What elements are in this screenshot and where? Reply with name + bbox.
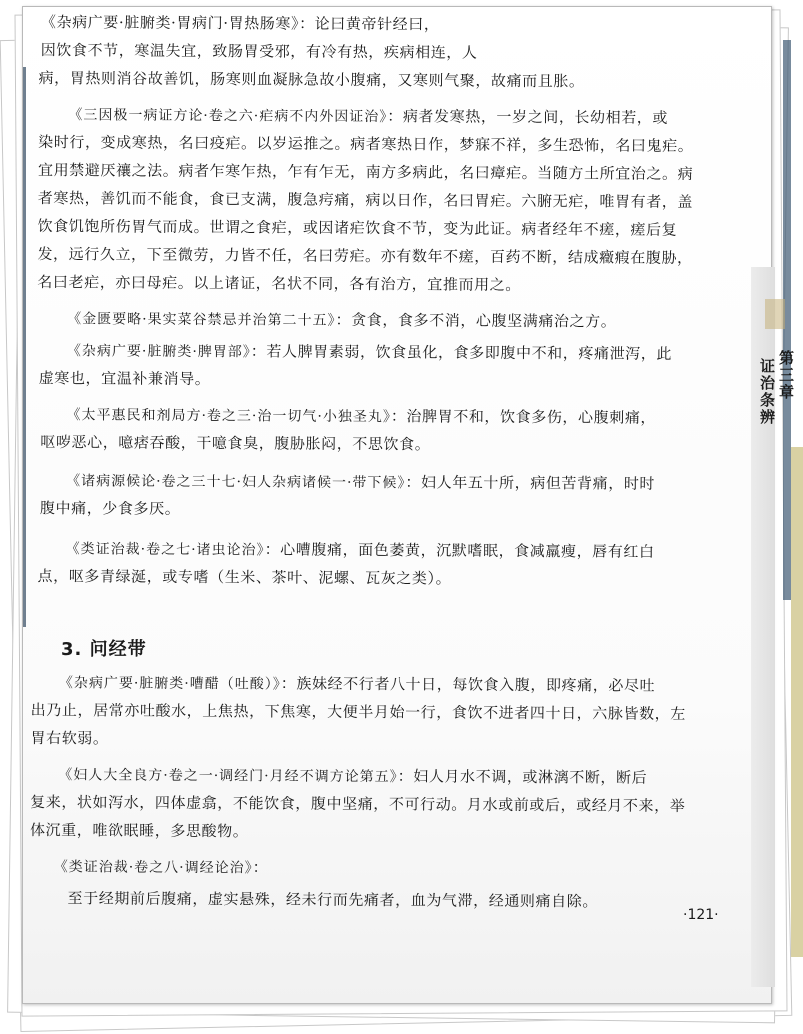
text-line: 体沉重，唯欲眠睡，多思酸物。	[29, 820, 249, 841]
text-line: 名曰老疟，亦曰母疟。以上诸证，名状不同，各有治方，宜推而用之。	[37, 272, 521, 294]
text-line: 病，胃热则消谷故善饥，肠寒则血凝脉急故小腹痛，又寒则气聚，故痛而且胀。	[38, 68, 585, 91]
text-line: 《杂病广要·脏腑类·脾胃部》：若人脾胃素弱，饮食虽化，食多即腹中不和，疼痛泄泻，此	[66, 342, 673, 363]
text-line: 《类证治裁·卷之八·调经论治》：	[53, 858, 269, 877]
text-line: 《杂病广要·脏腑类·胃病门·胃热肠寒》：论曰黄帝针经曰，	[40, 13, 440, 34]
text-line: 发，远行久立，下至微劳，力皆不任，名曰劳疟。亦有数年不瘥，百药不断，结成癥瘕在腹胁，	[37, 244, 693, 267]
text-line: 至于经期前后腹痛，虚实悬殊，经未行而先痛者，血为气滞，经通则痛自除。	[67, 889, 599, 911]
text-line: 《金匮要略·果实菜谷禁忌并治第二十五》：贪食，食多不消，心腹坚满痛治之方。	[67, 310, 617, 331]
book-page	[22, 6, 795, 1004]
binding-edge	[23, 67, 26, 627]
chapter-title: 证治条辨	[758, 358, 776, 426]
text-line: 胃右软弱。	[30, 728, 109, 748]
text-line: 出乃止，居常亦吐酸水，上焦热，下焦寒，大便半月始一行，食饮不进者四十日，六脉皆数，左	[30, 700, 686, 723]
page-number: ·121·	[683, 907, 719, 923]
page-edge-strip	[791, 447, 803, 957]
text-line: 《杂病广要·脏腑类·嘈醋（吐酸）》：族妹经不行者八十日，每饮食入腹，即疼痛，必尽吐	[58, 674, 656, 695]
text-line: 呕哕恶心，噫痞吞酸，干噫食臭，腹胁胀闷，不思饮食。	[40, 433, 431, 454]
text-line: 《类证治裁·卷之七·诸虫论治》：心嘈腹痛，面色萎黄，沉默嗜眠，食减羸瘦，唇有红白	[65, 540, 655, 561]
text-line: 者寒热，善饥而不能食，食已支满，腹急疞痛，病以日作，名曰胃疟。六腑无疟，唯胃有者，盖	[37, 188, 694, 211]
body-text	[37, 7, 751, 588]
text-line: 饮食饥饱所伤胃气而成。世谓之食疟，或因诸疟饮食不节，变为此证。病者经年不瘥，瘥后复	[37, 216, 678, 239]
text-line: 《诸病源候论·卷之三十七·妇人杂病诸候一·带下候》：妇人年五十所，病但苦背痛，时时	[66, 473, 656, 493]
section-heading: 3. 问经带	[61, 639, 147, 660]
text-line: 复来，状如泻水，四体虚翕，不能饮食，腹中坚痛，不可行动。月水或前或后，或经月不来，举	[30, 792, 686, 815]
chapter-number: 第三章	[777, 350, 795, 401]
text-line: 因饮食不节，寒温失宜，致肠胃受邪，有冷有热，疾病相连，人	[40, 41, 478, 62]
text-line: 《太平惠民和剂局方·卷之三·治一切气·小独圣丸》：治脾胃不和，饮食多伤，心腹刺痛，	[66, 407, 657, 427]
text-line: 《三因极一病证方论·卷之六·疟病不内外因证治》：病者发寒热，一岁之间，长幼相若，或	[68, 107, 669, 127]
text-line: 染时行，变成寒热，名曰疫疟。以岁运推之。病者寒热日作，梦寐不祥，多生恐怖，名曰鬼疟。	[38, 132, 694, 155]
text-line: 虚寒也，宜温补兼消导。	[38, 369, 211, 389]
chapter-mark	[765, 299, 785, 329]
text-line: 腹中痛，少食多厌。	[39, 499, 181, 518]
text-line: 宜用禁避厌禳之法。病者乍寒乍热，乍有乍无，南方多病此，名曰瘴疟。当随方土所宜治之。病	[37, 160, 694, 183]
text-line: 《妇人大全良方·卷之一·调经门·月经不调方论第五》：妇人月水不调，或淋漓不断，断后	[58, 767, 648, 787]
text-line: 点，呕多青绿涎，或专嗜（生米、茶叶、泥螺、瓦灰之类）。	[37, 567, 452, 588]
chapter-tab	[758, 350, 795, 426]
